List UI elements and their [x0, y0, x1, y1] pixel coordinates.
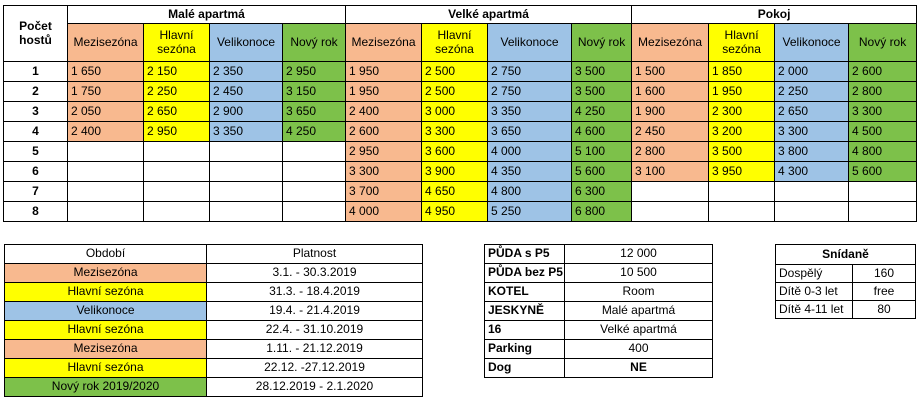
- season-header: Nový rok: [283, 24, 346, 62]
- room-value: NE: [565, 359, 713, 378]
- price-cell: 2 500: [422, 82, 488, 102]
- period-row: [5, 359, 423, 378]
- price-cell: 3 300: [775, 122, 849, 142]
- price-cell: 1 900: [632, 102, 709, 122]
- price-cell: [632, 202, 709, 222]
- price-cell: 2 600: [849, 62, 917, 82]
- period-dates: 1.11. - 21.12.2019: [207, 340, 423, 359]
- price-cell: [283, 142, 346, 162]
- season-header: Velikonoce: [775, 24, 849, 62]
- price-cell: 2 650: [775, 102, 849, 122]
- persons-cell: 8: [4, 202, 68, 222]
- period-row: [5, 264, 423, 283]
- period-dates: 22.12. -27.12.2019: [207, 359, 423, 378]
- price-cell: [283, 162, 346, 182]
- price-cell: [210, 162, 283, 182]
- breakfast-table: [775, 244, 916, 319]
- rooms-table: [484, 244, 713, 378]
- price-cell: 2 400: [346, 102, 422, 122]
- period-season: Hlavní sezóna: [5, 359, 207, 378]
- price-cell: 3 100: [632, 162, 709, 182]
- period-header: Období: [5, 245, 207, 264]
- price-cell: 2 500: [422, 62, 488, 82]
- price-cell: [709, 202, 775, 222]
- period-row: [5, 340, 423, 359]
- price-cell: 1 950: [346, 82, 422, 102]
- price-cell: 2 450: [210, 82, 283, 102]
- price-cell: 2 600: [346, 122, 422, 142]
- breakfast-price: 80: [853, 301, 916, 319]
- group-header-pokoj: Pokoj: [632, 6, 917, 24]
- breakfast-label: Dítě 0-3 let: [776, 283, 853, 301]
- period-season: Nový rok 2019/2020: [5, 378, 207, 397]
- price-cell: 4 300: [775, 162, 849, 182]
- price-cell: 2 650: [144, 102, 210, 122]
- table-row: [4, 162, 917, 182]
- price-cell: 3 150: [283, 82, 346, 102]
- price-cell: 4 950: [422, 202, 488, 222]
- price-cell: 5 600: [572, 162, 632, 182]
- price-cell: 4 250: [572, 102, 632, 122]
- price-cell: 2 300: [709, 102, 775, 122]
- price-cell: [283, 182, 346, 202]
- room-value: 10 500: [565, 264, 713, 283]
- price-cell: 3 500: [572, 62, 632, 82]
- room-row: [485, 245, 713, 264]
- persons-cell: 2: [4, 82, 68, 102]
- price-cell: 2 400: [68, 122, 144, 142]
- room-row: [485, 340, 713, 359]
- price-cell: 1 500: [632, 62, 709, 82]
- season-header: Mezisezóna: [346, 24, 422, 62]
- price-cell: 1 600: [632, 82, 709, 102]
- price-cell: 3 350: [210, 122, 283, 142]
- price-cell: [210, 182, 283, 202]
- room-row: [485, 264, 713, 283]
- season-header: Hlavní sezóna: [144, 24, 210, 62]
- price-cell: 4 800: [488, 182, 572, 202]
- table-row: [4, 202, 917, 222]
- period-dates: 28.12.2019 - 2.1.2020: [207, 378, 423, 397]
- period-season: Mezisezóna: [5, 340, 207, 359]
- price-cell: 3 350: [488, 102, 572, 122]
- price-cell: 6 300: [572, 182, 632, 202]
- room-value: Room: [565, 283, 713, 302]
- price-cell: [210, 202, 283, 222]
- breakfast-row: [776, 283, 916, 301]
- table-row: [4, 62, 917, 82]
- price-cell: 2 800: [849, 82, 917, 102]
- price-cell: 4 250: [283, 122, 346, 142]
- table-row: [4, 102, 917, 122]
- price-cell: 1 950: [346, 62, 422, 82]
- season-header: Mezisezóna: [68, 24, 144, 62]
- price-cell: [775, 182, 849, 202]
- persons-cell: 5: [4, 142, 68, 162]
- price-cell: 4 000: [488, 142, 572, 162]
- price-cell: [283, 202, 346, 222]
- season-header: Hlavní sezóna: [709, 24, 775, 62]
- price-cell: [144, 182, 210, 202]
- price-cell: 3 300: [422, 122, 488, 142]
- price-cell: 1 850: [709, 62, 775, 82]
- price-cell: [775, 202, 849, 222]
- price-cell: 3 300: [849, 102, 917, 122]
- room-name: PŮDA bez P5: [485, 264, 565, 283]
- period-row: [5, 302, 423, 321]
- price-cell: 6 800: [572, 202, 632, 222]
- price-cell: 3 300: [346, 162, 422, 182]
- breakfast-price: free: [853, 283, 916, 301]
- room-row: [485, 359, 713, 378]
- price-cell: 2 250: [144, 82, 210, 102]
- price-cell: 2 250: [775, 82, 849, 102]
- period-season: Hlavní sezóna: [5, 321, 207, 340]
- season-header: Velikonoce: [488, 24, 572, 62]
- price-cell: 4 350: [488, 162, 572, 182]
- season-header: Velikonoce: [210, 24, 283, 62]
- price-cell: 3 500: [709, 142, 775, 162]
- price-cell: 5 100: [572, 142, 632, 162]
- price-cell: 3 600: [422, 142, 488, 162]
- room-row: [485, 321, 713, 340]
- price-cell: 2 150: [144, 62, 210, 82]
- persons-cell: 1: [4, 62, 68, 82]
- price-cell: 1 950: [709, 82, 775, 102]
- room-value: Velké apartmá: [565, 321, 713, 340]
- breakfast-price: 160: [853, 265, 916, 283]
- validity-header: Platnost: [207, 245, 423, 264]
- breakfast-row: [776, 265, 916, 283]
- price-cell: 3 950: [709, 162, 775, 182]
- price-cell: 3 800: [775, 142, 849, 162]
- price-cell: 2 750: [488, 82, 572, 102]
- period-row: [5, 321, 423, 340]
- price-cell: 2 450: [632, 122, 709, 142]
- price-cell: 5 600: [849, 162, 917, 182]
- room-name: 16: [485, 321, 565, 340]
- room-name: Dog: [485, 359, 565, 378]
- period-row: [5, 283, 423, 302]
- price-cell: 2 350: [210, 62, 283, 82]
- period-dates: 22.4. - 31.10.2019: [207, 321, 423, 340]
- room-value: 400: [565, 340, 713, 359]
- price-cell: 3 500: [572, 82, 632, 102]
- price-cell: [68, 162, 144, 182]
- price-cell: 4 500: [849, 122, 917, 142]
- price-cell: 4 000: [346, 202, 422, 222]
- period-season: Mezisezóna: [5, 264, 207, 283]
- group-header-male: Malé apartmá: [68, 6, 346, 24]
- price-cell: [68, 142, 144, 162]
- price-table: [3, 5, 917, 222]
- price-cell: [144, 142, 210, 162]
- price-cell: 4 800: [849, 142, 917, 162]
- room-value: Malé apartmá: [565, 302, 713, 321]
- price-cell: 3 000: [422, 102, 488, 122]
- price-cell: 2 950: [144, 122, 210, 142]
- period-season: Velikonoce: [5, 302, 207, 321]
- price-cell: [632, 182, 709, 202]
- price-cell: 2 750: [488, 62, 572, 82]
- price-cell: 3 200: [709, 122, 775, 142]
- room-name: Parking: [485, 340, 565, 359]
- price-cell: [68, 182, 144, 202]
- price-cell: [210, 142, 283, 162]
- price-cell: 2 800: [632, 142, 709, 162]
- price-cell: [68, 202, 144, 222]
- season-header: Nový rok: [849, 24, 917, 62]
- price-cell: 3 650: [488, 122, 572, 142]
- price-cell: 2 900: [210, 102, 283, 122]
- group-header-velke: Velké apartmá: [346, 6, 632, 24]
- persons-cell: 3: [4, 102, 68, 122]
- price-cell: 1 650: [68, 62, 144, 82]
- price-cell: [849, 182, 917, 202]
- breakfast-label: Dospělý: [776, 265, 853, 283]
- price-cell: 3 700: [346, 182, 422, 202]
- period-dates: 19.4. - 21.4.2019: [207, 302, 423, 321]
- price-cell: [144, 162, 210, 182]
- room-value: 12 000: [565, 245, 713, 264]
- price-cell: 4 650: [422, 182, 488, 202]
- price-cell: 5 250: [488, 202, 572, 222]
- price-cell: 2 000: [775, 62, 849, 82]
- price-cell: 1 750: [68, 82, 144, 102]
- price-cell: 2 950: [346, 142, 422, 162]
- breakfast-row: [776, 301, 916, 319]
- persons-header: Počet hostů: [4, 6, 68, 62]
- table-row: [4, 182, 917, 202]
- room-row: [485, 283, 713, 302]
- price-cell: 2 050: [68, 102, 144, 122]
- persons-cell: 6: [4, 162, 68, 182]
- price-cell: 3 900: [422, 162, 488, 182]
- persons-cell: 4: [4, 122, 68, 142]
- season-header: Mezisezóna: [632, 24, 709, 62]
- breakfast-label: Dítě 4-11 let: [776, 301, 853, 319]
- table-row: [4, 142, 917, 162]
- price-cell: 3 650: [283, 102, 346, 122]
- table-row: [4, 122, 917, 142]
- period-season: Hlavní sezóna: [5, 283, 207, 302]
- persons-cell: 7: [4, 182, 68, 202]
- price-cell: 2 950: [283, 62, 346, 82]
- period-table: [4, 244, 423, 397]
- price-cell: [849, 202, 917, 222]
- season-header: Hlavní sezóna: [422, 24, 488, 62]
- price-cell: [144, 202, 210, 222]
- room-name: JESKYNĚ: [485, 302, 565, 321]
- period-dates: 3.1. - 30.3.2019: [207, 264, 423, 283]
- period-dates: 31.3. - 18.4.2019: [207, 283, 423, 302]
- room-name: KOTEL: [485, 283, 565, 302]
- table-row: [4, 82, 917, 102]
- room-row: [485, 302, 713, 321]
- period-row: [5, 378, 423, 397]
- breakfast-title: Snídaně: [776, 245, 916, 265]
- season-header: Nový rok: [572, 24, 632, 62]
- price-cell: 4 600: [572, 122, 632, 142]
- price-cell: [709, 182, 775, 202]
- room-name: PŮDA s P5: [485, 245, 565, 264]
